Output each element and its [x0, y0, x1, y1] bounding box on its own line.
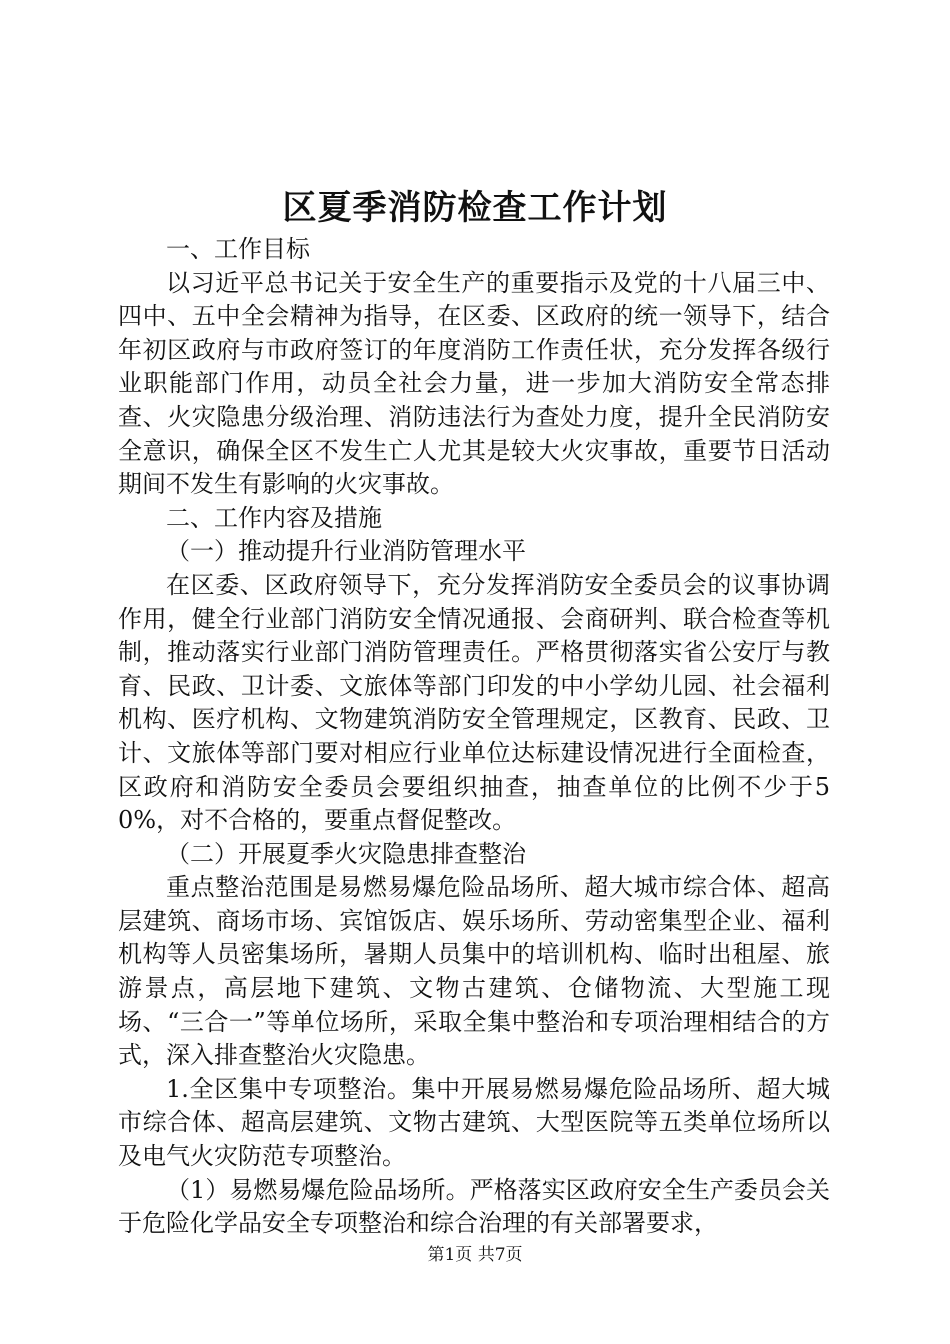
body-paragraph: 重点整治范围是易燃易爆危险品场所、超大城市综合体、超高层建筑、商场市场、宾馆饭店、娱乐场所、劳动密集型企业、福利机构等人员密集场所，暑期人员集中的培训机构、临时出租屋、旅游景点，高层地下建筑、文物古建筑、仓储物流、大型施工现场、“三合一”等单位场所，采取全集中整治和专项治理相结合的方式，深入排查整治火灾隐患。: [118, 873, 830, 1070]
body-paragraph: （1）易燃易爆危险品场所。严格落实区政府安全生产委员会关于危险化学品安全专项整治和综合治理的有关部署要求，: [118, 1175, 830, 1238]
section-heading-2: 二、工作内容及措施: [166, 503, 382, 532]
document-title: 区夏季消防检查工作计划: [282, 188, 668, 228]
section-heading-1: 一、工作目标: [166, 235, 310, 263]
document-body: [118, 233, 830, 1241]
page-footer: 第1页 共7页: [427, 1245, 523, 1265]
body-paragraph: 在区委、区政府领导下，充分发挥消防安全委员会的议事协调作用，健全行业部门消防安全情况通报、会商研判、联合检查等机制，推动落实行业部门消防管理责任。严格贯彻落实省公安厅与教育、民政、卫计委、文旅体等部门印发的中小学幼儿园、社会福利机构、医疗机构、文物建筑消防安全管理规定，区教育、民政、卫计、文旅体等部门要对相应行业单位达标建设情况进行全面检查，区政府和消防安全委员会要组织抽查，抽查单位的比例不少于50%，对不合格的，要重点督促整改。: [118, 570, 830, 835]
body-paragraph: 以习近平总书记关于安全生产的重要指示及党的十八届三中、四中、五中全会精神为指导，在区委、区政府的统一领导下，结合年初区政府与市政府签订的年度消防工作责任状，充分发挥各级行业职能部门作用，动员全社会力量，进一步加大消防安全常态排查、火灾隐患分级治理、消防违法行为查处力度，提升全民消防安全意识，确保全区不发生亡人尤其是较大火灾事故，重要节日活动期间不发生有影响的火灾事故。: [118, 268, 830, 499]
subsection-heading: （二）开展夏季火灾隐患排查整治: [166, 839, 526, 868]
subsection-heading: （一）推动提升行业消防管理水平: [166, 537, 526, 566]
body-paragraph: 1.全区集中专项整治。集中开展易燃易爆危险品场所、超大城市综合体、超高层建筑、文物古建筑、大型医院等五类单位场所以及电气火灾防范专项整治。: [118, 1074, 830, 1171]
